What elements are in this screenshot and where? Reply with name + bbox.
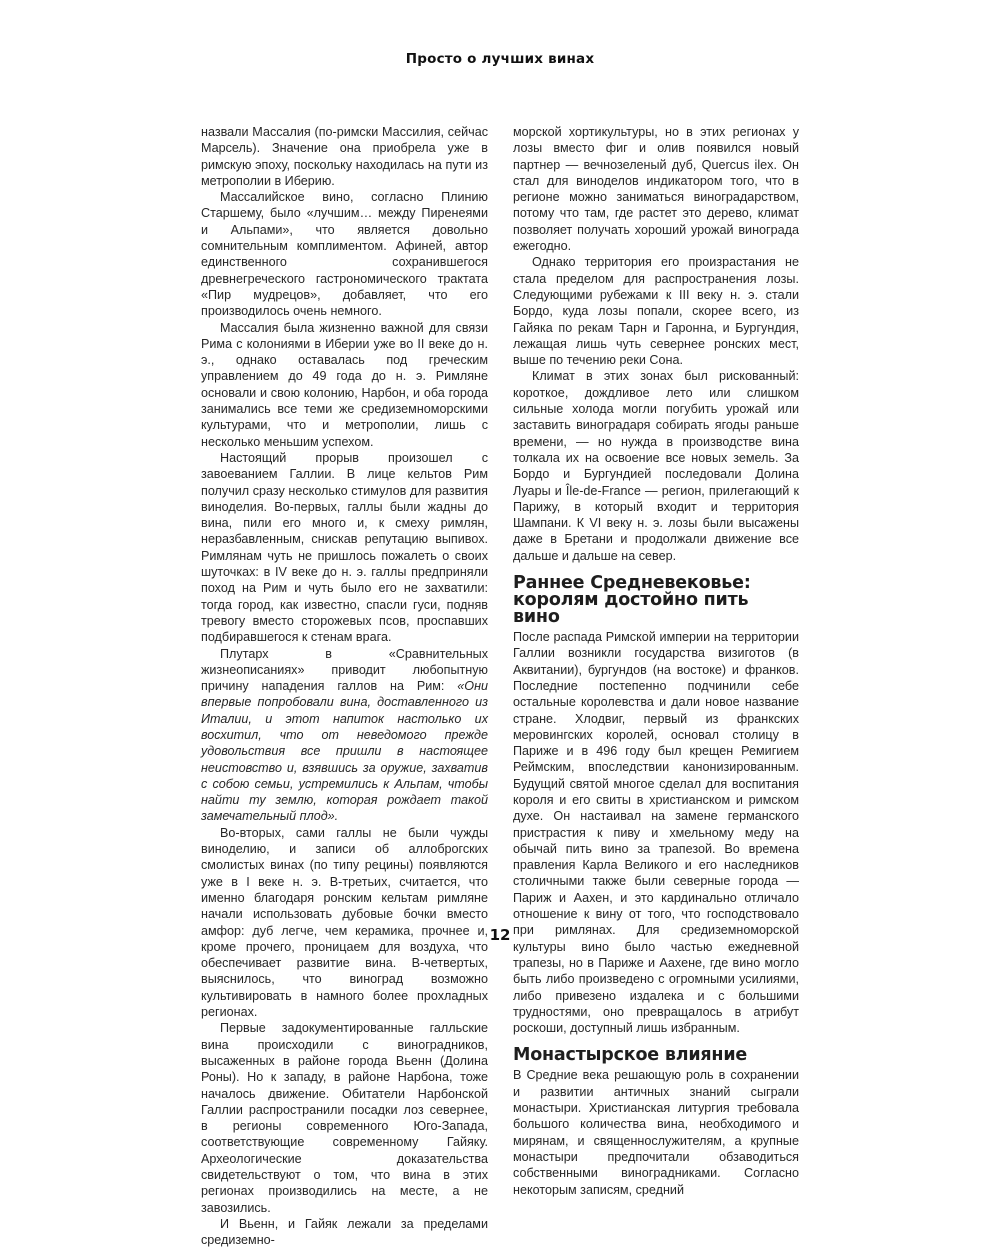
plutarch-quote: «Они впервые попробовали вина, доставленного из Италии, и этот напиток настолько их восхитил, что от неведомого прежде удовольствия все пришли в настоящее неистовство и, взявшись за оружие, захватив с собою семьи, устремились к Альпам, чтобы найти ту землю, которая рождает такой замечательный плод». bbox=[201, 679, 488, 824]
section-heading-early-middle-ages: Раннее Средневековье: королям достойно пить вино bbox=[513, 573, 751, 628]
paragraph: морской хортикультуры, но в этих регионах у лозы вместо фиг и олив появился новый партнер — вечнозеленый дуб, Quercus ilex. Он стал для виноделов индикатором того, что в регионе можно заниматься виноградарством, потому что там, где растет это дерево, климат позволяет получать хороший урожай винограда ежегодно. bbox=[513, 125, 799, 254]
paragraph: После распада Римской империи на территории Галлии возникли государства визиготов (в Аквитании), бургундов (на востоке) и франков. Последние постепенно подчинили себе остальные королевства и дали новое название стране. Хлодвиг, первый из франкских меровингских королей, основал столицу в Париже и в 496 году был крещен Ремигием Реймским, впоследствии канонизированным. Будущий святой многое сделал для воспитания короля и его свиты в христианском и римском духе. Он настаивал на замене германского пристрастия к пиву и хмельному меду на обычай пить вино за трапезой. Во времена правления Карла Великого и его наследников столичными также были северные города — Париж и Аахен, и это кардинально отличало отношение к вину от того, что господствовало при римлянах. Для средиземноморской культуры вино было частью ежедневной трапезы, но в Париже и Аахене, где вино могло быть либо произведено с огромными усилиями, либо привезено издалека и с большими трудностями, оно превращалось в атрибут роскоши, доступный лишь избранным. bbox=[513, 630, 799, 1036]
paragraph: Массалийское вино, согласно Плинию Старшему, было «лучшим… между Пиренеями и Альпами», что является довольно сомнительным комплиментом. Афиней, автор единственного сохранившегося древнегреческого гастрономического трактата «Пир мудрецов», добавляет, что его производилось очень немного. bbox=[201, 190, 488, 319]
paragraph bbox=[201, 646, 488, 825]
paragraph: И Вьенн, и Гайяк лежали за пределами средиземно- bbox=[201, 1216, 488, 1248]
page-number: 12 bbox=[489, 926, 511, 944]
paragraph: Первые задокументированные галльские вина происходили с виноградников, высаженных в районе города Вьенн (Долина Роны). Но к западу, в районе Нарбона, тоже началось движение. Обитатели Нарбонской Галлии распространили посадки лоз севернее, в регионы современного Юго-Запада, соответствующие современному Гайяку. Археологические доказательства свидетельствуют о том, что вина в этих регионах производились на месте, а не завозились. bbox=[201, 1021, 488, 1215]
section-heading-monastic-influence: Монастырское влияние bbox=[513, 1045, 748, 1066]
paragraph-text: Плутарх в «Сравнительных жизнеописаниях» приводит любопытную причину нападения галлов на Рим: bbox=[201, 646, 488, 694]
paragraph: В Средние века решающую роль в сохранении и развитии античных знаний сыграли монастыри. Христианская литургия требовала большого количества вина, необходимого и мирянам, и священнослужителям, а крупные монастыри предпочитали обзаводиться собственными виноградниками. Согласно некоторым записям, средний bbox=[513, 1068, 799, 1197]
left-column bbox=[201, 124, 488, 1248]
right-column bbox=[513, 124, 799, 1198]
running-head: Просто о лучших винах bbox=[405, 51, 595, 67]
paragraph: назвали Массалия (по-римски Массилия, сейчас Марсель). Значение она приобрела уже в римскую эпоху, поскольку находилась на пути из метрополии в Иберию. bbox=[201, 125, 488, 188]
paragraph: Однако территория его произрастания не стала пределом для распространения лозы. Следующими рубежами к III веку н. э. стали Бордо, куда лозы попали, скорее всего, из Гайяка по рекам Тарн и Гаронна, и Бургундия, лежащая лишь чуть севернее ронских мест, выше по течению реки Сона. bbox=[513, 255, 799, 368]
paragraph: Климат в этих зонах был рискованный: короткое, дождливое лето или слишком сильные холода могли погубить урожай или заставить виноградаря собирать ягоды раньше времени, — но нужда в производстве вина толкала их на освоение все новых земель. За Бордо и Бургундией последовали Долина Луары и Île-de-France — регион, прилегающий к Парижу, в который входит и территория Шампани. К VI веку н. э. лозы были высажены даже в Бретани и продолжали движение все дальше и дальше на север. bbox=[513, 369, 799, 563]
paragraph: Во-вторых, сами галлы не были чужды виноделию, и записи об аллоброгских смолистых винах (по типу рецины) появляются уже в I веке н. э. В-третьих, считается, что именно благодаря ронским кельтам римляне начали использовать дубовые бочки вместо амфор: дуб легче, чем керамика, прочнее и, кроме прочего, проницаем для воздуха, что обеспечивает развитие вина. В-четвертых, выяснилось, что виноград возможно культивировать в намного более прохладных регионах. bbox=[201, 825, 488, 1020]
paragraph: Настоящий прорыв произошел с завоеванием Галлии. В лице кельтов Рим получил сразу несколько стимулов для развития виноделия. Во-первых, галлы были жадны до вина, пили его много и, к смеху римлян, неразбавленным, снискав репутацию выпивох. Римлянам чуть не пришлось пожалеть о своих шуточках: в IV веке до н. э. галлы предприняли поход на Рим и чуть было его не захватили: тогда город, как известно, спасли гуси, подняв тревогу вместо сторожевых псов, проспавших подбиравшегося к стенам врага. bbox=[201, 450, 488, 645]
paragraph: Массалия была жизненно важной для связи Рима с колониями в Иберии уже во II веке до н. э., однако оставалась под греческим управлением до 49 года до н. э. Римляне основали и свою колонию, Нарбон, и оба города занимались все теми же средиземноморскими культурами, что и метрополии, лишь с несколько меньшим успехом. bbox=[201, 320, 488, 449]
